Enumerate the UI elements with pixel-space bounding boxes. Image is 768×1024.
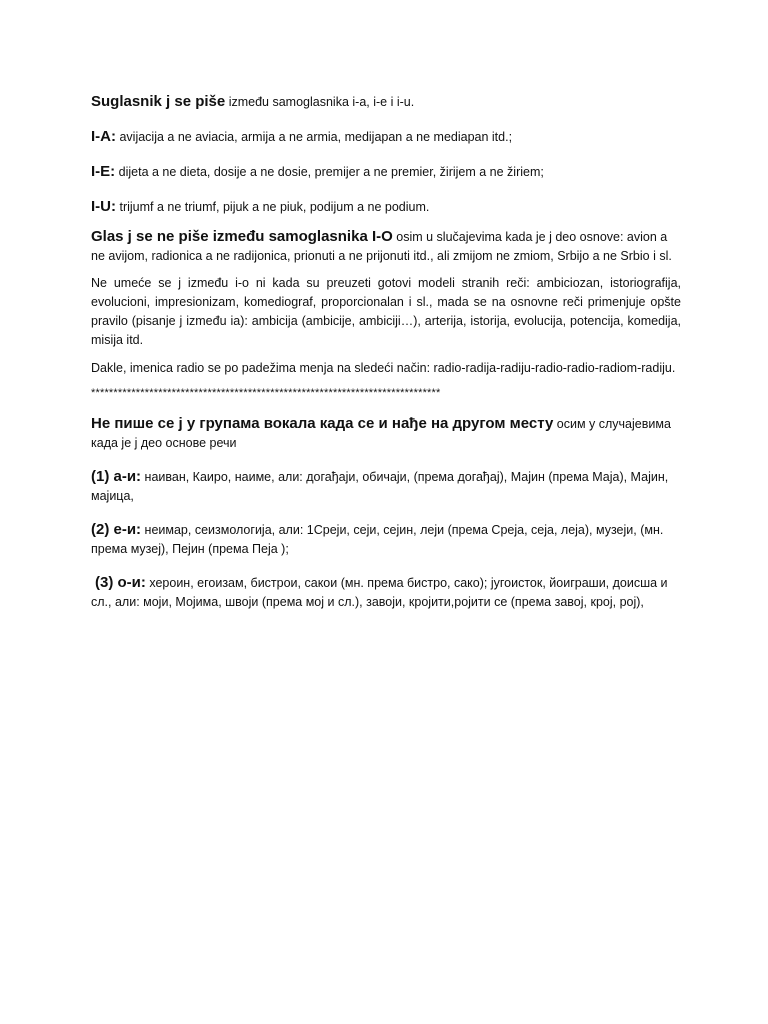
paragraph-text: осим у случајевима када је ј део основе речи	[91, 417, 671, 450]
paragraph-heading: (2) е-и:	[91, 521, 142, 538]
paragraph-foreign-models	[91, 274, 681, 350]
paragraph-o-i	[91, 573, 681, 612]
paragraph-heading: Glas j se ne piše između samoglasnika I-O	[91, 228, 393, 245]
separator-line: ******************************************************************************	[91, 387, 441, 399]
paragraph-i-o	[91, 227, 681, 266]
paragraph-text: avijacija a ne aviacia, armija a ne armia, medijapan a ne mediapan itd.;	[116, 130, 513, 144]
paragraph-text: dijeta a ne dieta, dosije a ne dosie, premijer a ne premier, žirijem a ne žiriem;	[115, 165, 544, 179]
paragraph-suglasnik-j	[91, 92, 681, 112]
paragraph-text: trijumf a ne triumf, pijuk a ne piuk, podijum a ne podium.	[116, 200, 430, 214]
paragraph-heading: Suglasnik j se piše	[91, 93, 226, 110]
paragraph-i-e	[91, 162, 681, 182]
paragraph-heading: Не пише се ј у групама вокала када се и нађе на другом месту	[91, 415, 554, 432]
paragraph-heading: I-E:	[91, 163, 116, 180]
paragraph-text: između samoglasnika i-a, i-e i i-u.	[225, 95, 415, 109]
paragraph-e-i	[91, 520, 681, 559]
paragraph-text: Dakle, imenica radio se po padežima menja na sledeći način: radio-radija-radiju-radio-radio-radiom-radiju.	[91, 361, 676, 375]
paragraph-i-a	[91, 127, 681, 147]
paragraph-cyrillic-intro	[91, 414, 681, 453]
paragraph-heading: (1) а-и:	[91, 468, 142, 485]
document-page	[91, 92, 681, 612]
paragraph-text: неимар, сеизмологија, али: 1Среји, сеји, сејин, леји (према Среја, сеја, леја), музеји, (мн. према музеј), Пејин (према Пеја );	[91, 523, 664, 556]
paragraph-text: osim u slučajevima kada je j deo osnove: avion a ne avijom, radionica a ne radijonica, prionuti a ne prijonuti itd., ali zmijom ne zmiom, Srbijo a ne Srbio i sl.	[91, 230, 672, 263]
paragraph-heading: I-A:	[91, 128, 116, 145]
paragraph-text: наиван, Каиро, наиме, али: догађаји, обичаји, (према догађај), Мајин (према Маја), Мајин, мајица,	[91, 470, 669, 503]
paragraph-text: Ne umeće se j između i-o ni kada su preuzeti gotovi modeli stranih reči: ambiciozan, istoriografija, evolucioni, impresionizam, komediograf, proporcionalan i sl., mada se na osnovne reči primenjuje opšte pravilo (pisanje j između ia): ambicija (ambicije, ambiciji…), arterija, istorija, evolucija, potencija, komedija, misija itd.	[91, 276, 681, 347]
paragraph-radio-declension	[91, 359, 681, 378]
paragraph-i-u	[91, 197, 681, 217]
paragraph-a-i	[91, 467, 681, 506]
paragraph-heading: I-U:	[91, 198, 116, 215]
paragraph-text: хероин, егоизам, бистрои, сакои (мн. према бистро, сако); југоисток, йоиграши, доисша и сл., али: моји, Мојима, швоји (према мој и сл.), завоји, кројити,ројити се (према завој, крој, рој),	[91, 576, 668, 609]
paragraph-heading: (3) о-и:	[95, 574, 146, 591]
